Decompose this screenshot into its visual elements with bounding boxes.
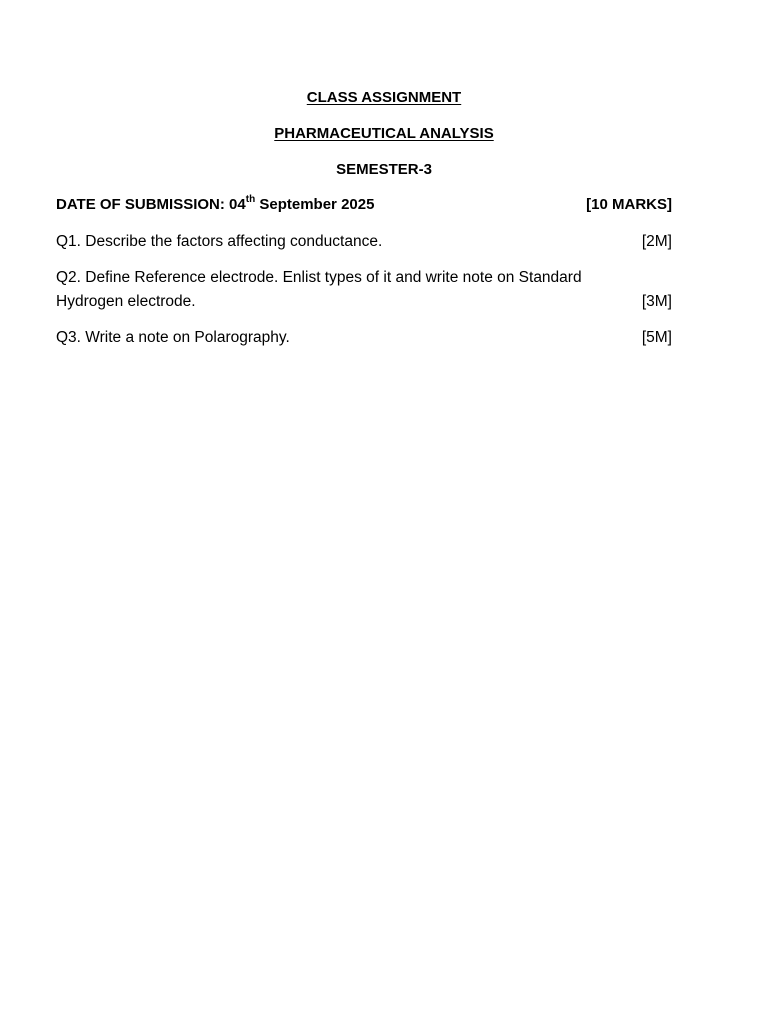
question-2-text-line2: Hydrogen electrode.	[56, 293, 196, 310]
submission-date-rest: September 2025	[255, 196, 375, 213]
assignment-title-text: CLASS ASSIGNMENT	[306, 89, 462, 106]
assignment-title	[0, 89, 768, 107]
semester-heading	[0, 161, 768, 179]
question-1	[56, 230, 672, 254]
submission-date-label: DATE OF SUBMISSION: 04	[56, 196, 246, 213]
question-1-marks: [2M]	[641, 233, 672, 250]
subject-heading-text: PHARMACEUTICAL ANALYSIS	[274, 125, 494, 142]
subject-heading	[0, 125, 768, 143]
semester-heading-text: SEMESTER-3	[336, 161, 432, 178]
question-3-text: Q3. Write a note on Polarography.	[56, 329, 290, 346]
question-2-marks: [3M]	[641, 293, 672, 310]
submission-row	[56, 193, 672, 217]
question-2	[56, 266, 672, 314]
question-1-text: Q1. Describe the factors affecting conductance.	[56, 233, 383, 250]
submission-day-suffix: th	[245, 194, 256, 205]
question-3	[56, 326, 672, 350]
total-marks: [10 MARKS]	[586, 196, 672, 213]
question-3-marks: [5M]	[641, 329, 672, 346]
question-2-text-line1: Q2. Define Reference electrode. Enlist types of it and write note on Standard	[56, 269, 582, 286]
